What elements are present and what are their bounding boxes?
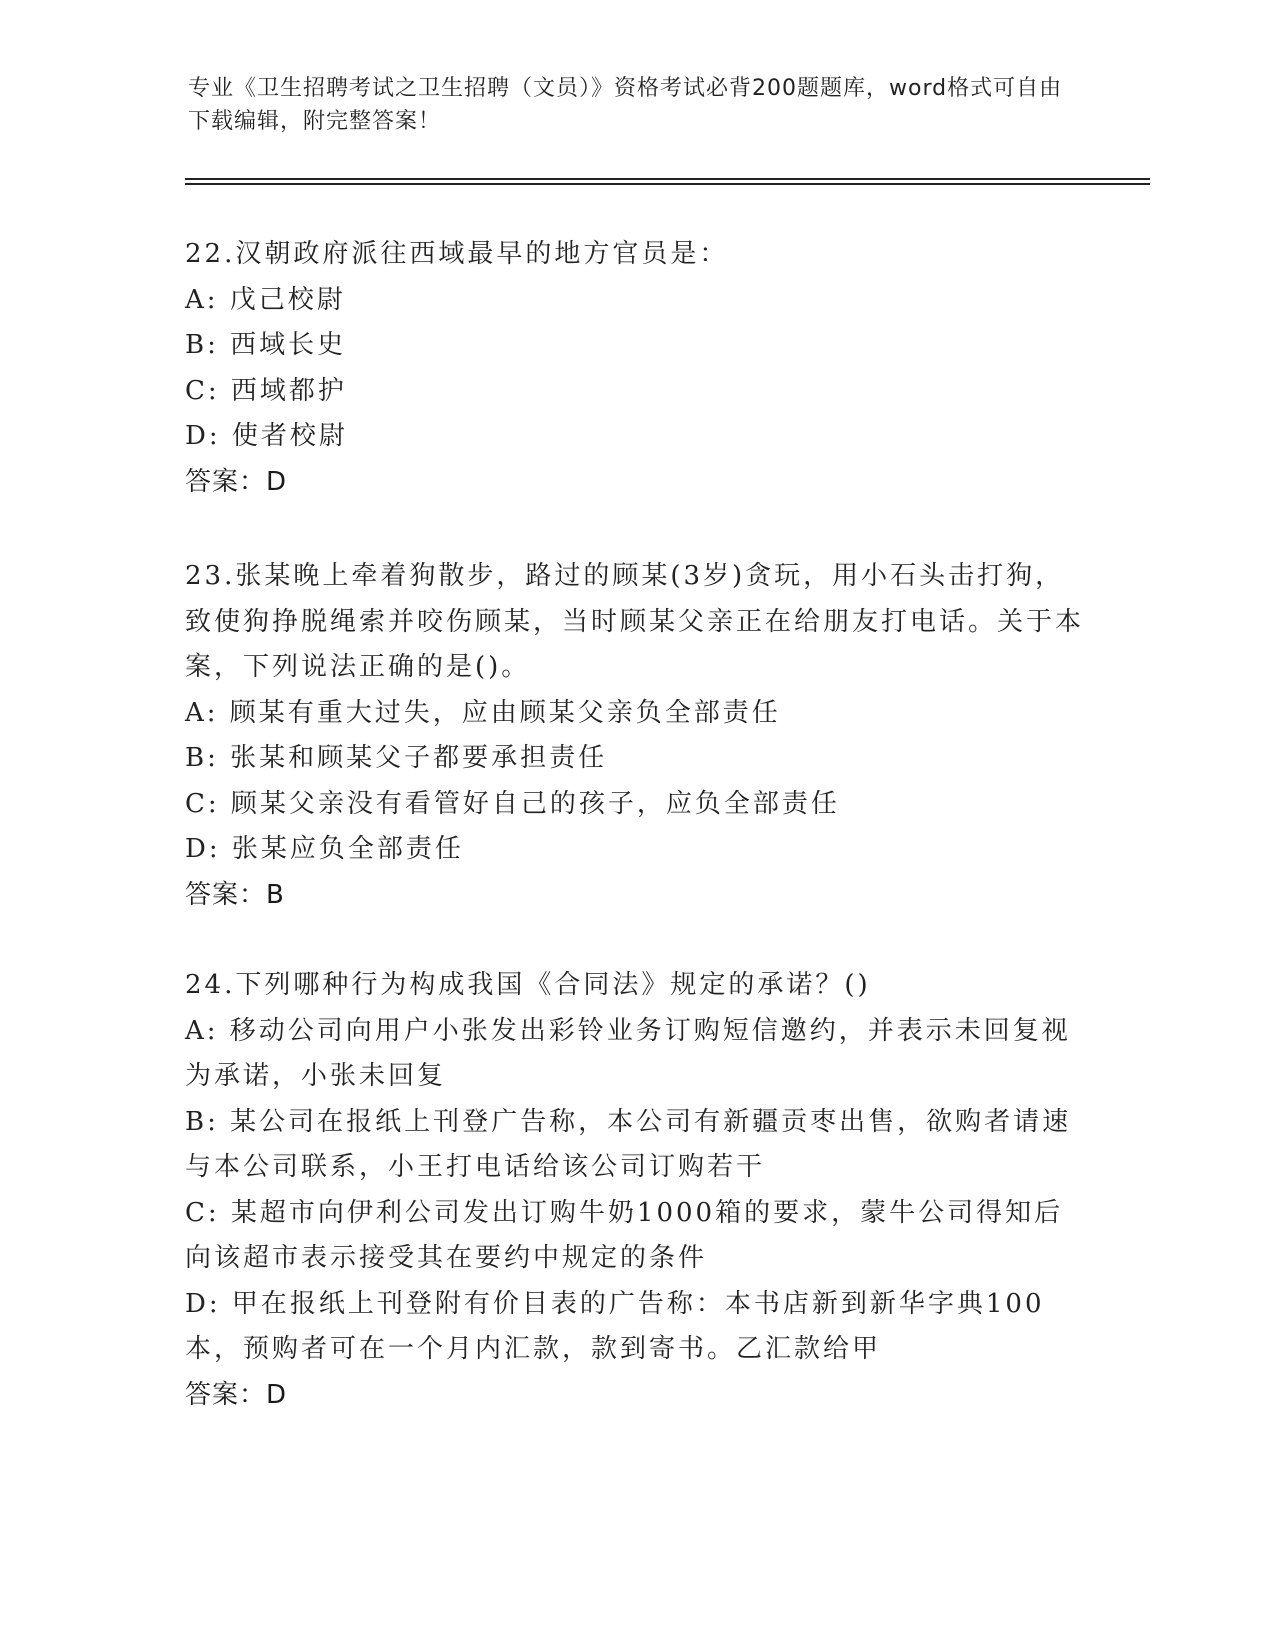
option-c: C: 顾某父亲没有看管好自己的孩子，应负全部责任: [185, 788, 840, 819]
header-divider-top: [185, 178, 1150, 180]
option-c: C: 西域都护: [185, 375, 347, 406]
option-a: A: 移动公司向用户小张发出彩铃业务订购短信邀约，并表示未回复视为承诺，小张未回复: [185, 1015, 1071, 1091]
question-23: [185, 554, 1085, 918]
option-d: D: 张某应负全部责任: [185, 834, 464, 864]
option-b: B: 某公司在报纸上刊登广告称，本公司有新疆贡枣出售，欲购者请速与本公司联系，小王打电话给该公司订购若干: [185, 1106, 1072, 1182]
answer-line: 答案：D: [185, 1379, 288, 1410]
option-d: D: 甲在报纸上刊登附有价目表的广告称：本书店新到新华字典100本，预购者可在一个月内汇款，款到寄书。乙汇款给甲: [185, 1288, 1045, 1364]
answer-line: 答案：D: [185, 466, 288, 497]
question-22: [185, 232, 1085, 505]
question-stem: 24.下列哪种行为构成我国《合同法》规定的承诺？(): [185, 970, 871, 1000]
question-24: [185, 963, 1085, 1418]
question-stem: 22.汉朝政府派往西域最早的地方官员是：: [185, 239, 729, 269]
option-a: A: 顾某有重大过失，应由顾某父亲负全部责任: [185, 697, 781, 728]
option-b: B: 张某和顾某父子都要承担责任: [185, 743, 608, 773]
header-divider-bottom: [185, 183, 1150, 185]
option-d: D: 使者校尉: [185, 421, 348, 451]
option-a: A: 戊己校尉: [185, 284, 346, 315]
option-c: C: 某超市向伊利公司发出订购牛奶1000箱的要求，蒙牛公司得知后向该超市表示接受其在要约中规定的条件: [185, 1197, 1064, 1273]
option-b: B: 西域长史: [185, 330, 347, 360]
answer-line: 答案：B: [185, 879, 285, 910]
document-header: 专业《卫生招聘考试之卫生招聘（文员）》资格考试必背200题题库，word格式可自由下载编辑，附完整答案！: [188, 76, 1063, 134]
question-stem: 23.张某晚上牵着狗散步，路过的顾某(3岁)贪玩，用小石头击打狗，致使狗挣脱绳索并咬伤顾某，当时顾某父亲正在给朋友打电话。关于本案，下列说法正确的是()。: [185, 561, 1085, 682]
